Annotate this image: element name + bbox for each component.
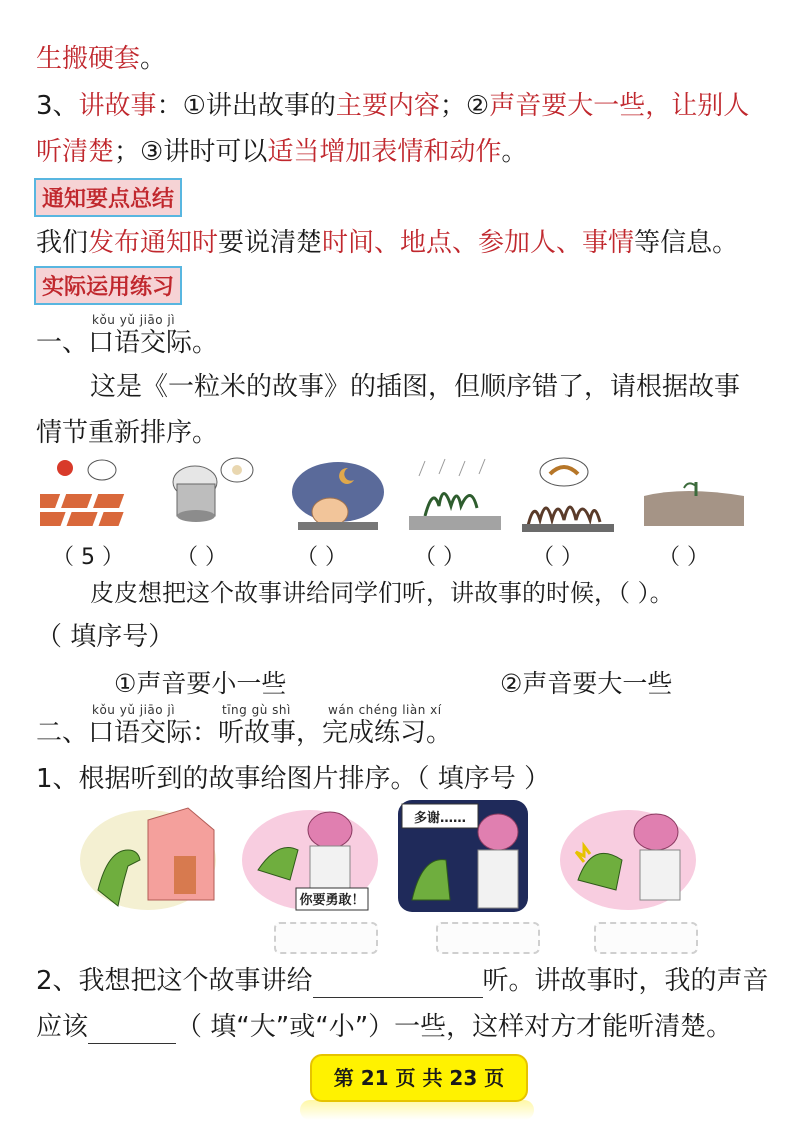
- text: 等信息。: [634, 228, 739, 258]
- order-blank[interactable]: （ ）: [296, 545, 347, 570]
- answer-box[interactable]: [594, 922, 698, 954]
- order-blank[interactable]: （ ）: [532, 545, 583, 570]
- answer-box[interactable]: [436, 922, 540, 954]
- pinyin-annotation: wán chéng liàn xí: [328, 703, 442, 717]
- option-2[interactable]: ②声音要大一些: [500, 669, 673, 698]
- red-text: 讲故事: [78, 91, 157, 121]
- red-text: 时间、地点、参加人、事情: [322, 228, 635, 258]
- answer-box[interactable]: [274, 922, 378, 954]
- rice-story-picture-5: [518, 456, 618, 536]
- option-1[interactable]: ①声音要小一些: [114, 669, 287, 698]
- rice-story-picture-3: [288, 456, 388, 536]
- paragraph: 这是《一粒米的故事》的插图，但顺序错了，请根据故事: [90, 372, 741, 402]
- section-tag-practice: 实际运用练习: [34, 266, 182, 305]
- red-text: 听清楚: [36, 137, 115, 167]
- fill-hint: （ 填序号）: [36, 622, 175, 652]
- order-blank[interactable]: （ ）: [414, 545, 465, 570]
- question: 1、根据听到的故事给图片排序。（ 填序号 ）: [36, 764, 551, 794]
- section-tag-notice-summary: 通知要点总结: [34, 178, 182, 217]
- footer-shadow: [300, 1100, 534, 1120]
- text: 要说清楚: [218, 228, 323, 258]
- rice-story-picture-4: [405, 456, 505, 536]
- text: 3、: [36, 91, 79, 121]
- question-2: [36, 964, 770, 998]
- crocodile-story-picture-1: [78, 800, 218, 912]
- section-2-title: 二、口语交际：听故事，完成练习。: [36, 718, 453, 748]
- rice-story-picture-2: [165, 456, 265, 536]
- speech-brave: 你要勇敢！: [299, 893, 365, 908]
- text: ：①讲出故事的: [156, 91, 336, 121]
- blank-line[interactable]: [313, 971, 483, 998]
- red-text: 主要内容: [335, 91, 440, 121]
- speech-thanks: 多谢……: [413, 811, 467, 826]
- crocodile-story-picture-4: [558, 800, 698, 912]
- text: ；②: [439, 91, 490, 121]
- text: 2、我想把这个故事讲给: [36, 966, 313, 996]
- text: （ 填“大”或“小”）一些，这样对方才能听清楚。: [176, 1012, 733, 1042]
- pinyin-annotation: tīng gù shì: [222, 703, 291, 717]
- question-3: [36, 1010, 770, 1044]
- order-blank[interactable]: （ 5 ）: [52, 545, 124, 570]
- text-line-3: [36, 135, 770, 169]
- question: 皮皮想把这个故事讲给同学们听，讲故事的时候，（ ）。: [90, 579, 674, 607]
- text: 。: [501, 137, 528, 167]
- text: ；③讲时可以: [114, 137, 268, 167]
- red-text: 发布通知时: [88, 228, 219, 258]
- order-blank[interactable]: （ ）: [658, 545, 709, 570]
- section-1-title: 一、口语交际。: [36, 328, 219, 358]
- paragraph: 情节重新排序。: [36, 418, 219, 448]
- order-blank[interactable]: （ ）: [176, 545, 227, 570]
- blank-line[interactable]: [88, 1017, 176, 1044]
- pinyin-annotation: kǒu yǔ jiāo jì: [92, 703, 176, 717]
- text: 应该: [36, 1012, 89, 1042]
- text: 我们: [36, 228, 89, 258]
- red-text: 生搬硬套: [36, 44, 141, 74]
- red-text: 声音要大一些，让别人: [489, 91, 750, 121]
- crocodile-story-picture-3: [398, 800, 528, 912]
- text-line-1: [36, 42, 770, 76]
- page-number-badge: 第 21 页 共 23 页: [310, 1054, 528, 1102]
- rice-story-picture-6: [640, 456, 750, 536]
- rice-story-picture-1: [40, 456, 140, 536]
- text-line-2: [36, 89, 770, 123]
- crocodile-story-picture-2: [240, 800, 380, 912]
- text: 。: [140, 44, 167, 74]
- text-line-4: [36, 226, 770, 260]
- red-text: 适当增加表情和动作: [267, 137, 502, 167]
- pinyin-annotation: kǒu yǔ jiāo jì: [92, 313, 176, 327]
- text: 听。讲故事时，我的声音: [482, 966, 769, 996]
